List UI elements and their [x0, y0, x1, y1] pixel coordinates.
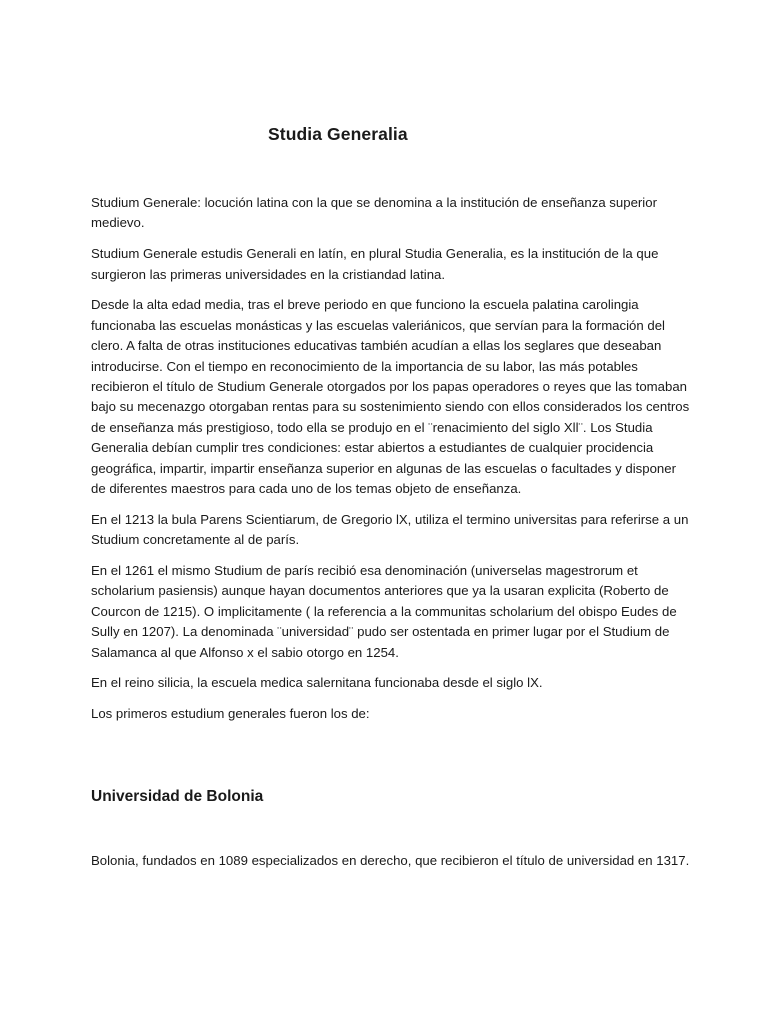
paragraph-bula: En el 1213 la bula Parens Scientiarum, de Gregorio lX, utiliza el termino universitas para referirse a un Studium concretamente al de parís. — [91, 511, 689, 548]
paragraph-definition: Studium Generale: locución latina con la que se denomina a la institución de enseñanza superior medievo. — [91, 195, 657, 231]
document-title: Studia Generalia — [268, 124, 408, 144]
section-text-bolonia: Bolonia, fundados en 1089 especializados en derecho, que recibieron el título de universidad en 1317. — [91, 853, 690, 868]
section-heading-bolonia: Universidad de Bolonia — [91, 788, 264, 805]
document-body — [91, 193, 691, 735]
paragraph-sicilia: En el reino silicia, la escuela medica salernitana funcionaba desde el siglo lX. — [91, 675, 543, 691]
paragraph-history: Desde la alta edad media, tras el breve periodo en que funciono la escuela palatina carolingia funcionaba las escuelas monásticas y las escuelas valeriánicos, que servían para la formación del clero. A falta de otras instituciones educativas también acudían a ellas los seglares que deseaban introducirse. Con el tiempo en reconocimiento de la importancia de su labor, las más potables recibieron el título de Studium Generale otorgados por los papas operadores o reyes que las tomaban bajo su mecenazgo otorgaban rentas para su sostenimiento siendo con ellos considerados los centros de enseñanza más prestigioso, todo ella se produjo en el ¨renacimiento del siglo Xll¨. Los Studia Generalia debían cumplir tres condiciones: estar abiertos a estudiantes de cualquier procidencia geográfica, impartir, impartir enseñanza superior en algunas de las escuelas o facultades y disponer de diferentes maestros para cada uno de los temas objeto de enseñanza. — [91, 297, 690, 497]
paragraph-paris: En el 1261 el mismo Studium de parís recibió esa denominación (universelas magestrorum et scholarium pasiensis) aunque hayan documentos anteriores que ya la usaran explicita (Roberto de Courcon de 1215). O implicitamente ( la referencia a la communitas scholarium del obispo Eudes de Sully en 1207). La denominada ¨universidad¨ pudo ser ostentada en primer lugar por el Studium de Salamanca al que Alfonso x el sabio otorgo en 1254. — [91, 563, 677, 660]
paragraph-origin: Studium Generale estudis Generali en latín, en plural Studia Generalia, es la institución de la que surgieron las primeras universidades en la cristiandad latina. — [91, 246, 659, 282]
paragraph-intro-list: Los primeros estudium generales fueron los de: — [91, 706, 370, 722]
